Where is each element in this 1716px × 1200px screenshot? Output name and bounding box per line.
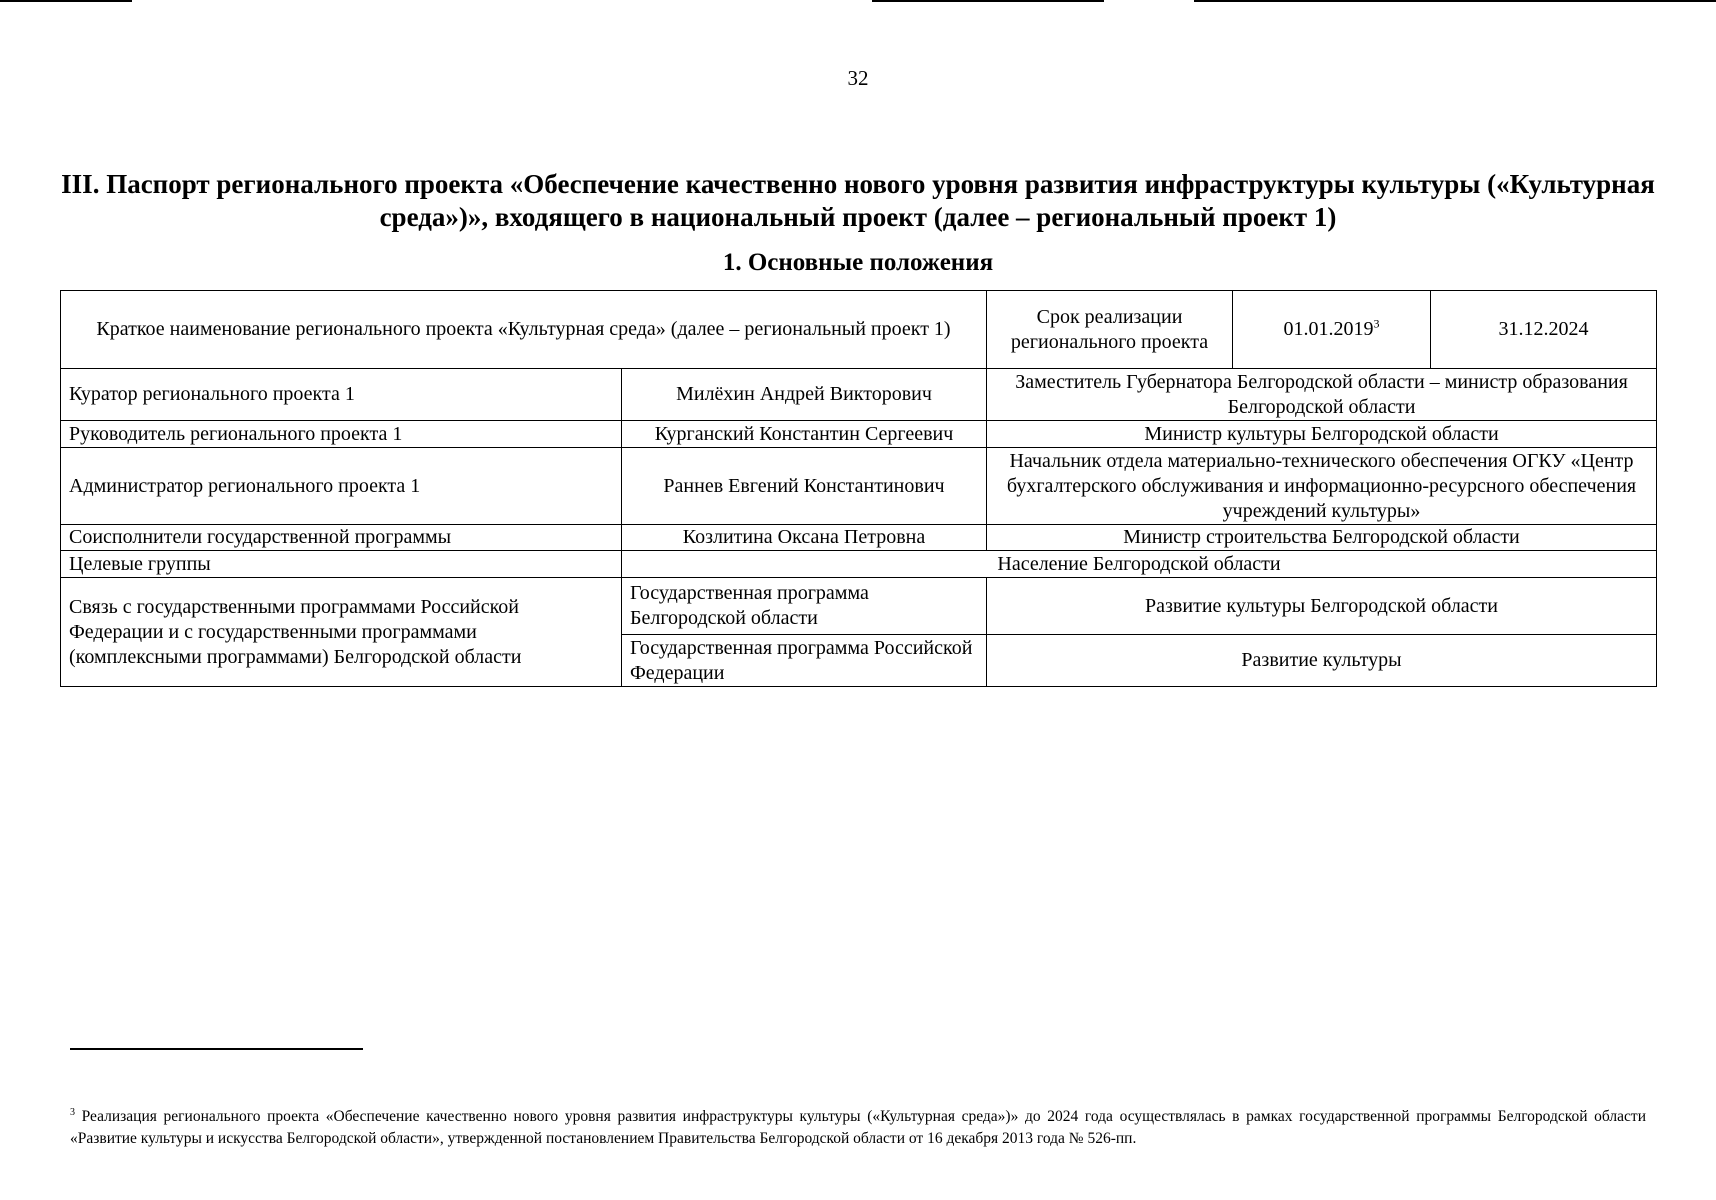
footnote-mark: 3: [70, 1106, 75, 1118]
target-groups-label: Целевые группы: [61, 551, 622, 578]
target-groups-value: Население Белгородской области: [622, 551, 1657, 578]
administrator-person: Раннев Евгений Константинович: [622, 448, 987, 525]
administrator-position: Начальник отдела материально-технического обеспечения ОГКУ «Центр бухгалтерского обслуживания и информационно-ресурсного обеспечения учреждений культуры»: [987, 448, 1657, 525]
start-date: 01.01.2019: [1283, 318, 1374, 340]
start-date-cell: [1233, 291, 1431, 369]
manager-label: Руководитель регионального проекта 1: [61, 421, 622, 448]
table-row: [61, 525, 1657, 551]
short-name-label: Краткое наименование регионального проекта «Культурная среда» (далее – региональный проект 1): [61, 291, 987, 369]
end-date: 31.12.2024: [1431, 291, 1657, 369]
term-label: Срок реализации регионального проекта: [987, 291, 1233, 369]
table-row: [61, 448, 1657, 525]
table-row: [61, 551, 1657, 578]
scan-edge-line: [1194, 0, 1716, 2]
program-type: Государственная программа Российской Федерации: [622, 635, 987, 687]
page-number: 32: [847, 66, 869, 90]
table-row: [61, 291, 1657, 369]
table-row: [61, 578, 1657, 635]
footnote-ref: 3: [1373, 316, 1380, 331]
table-row: [61, 421, 1657, 448]
footnote-separator: [70, 1048, 363, 1050]
program-type: Государственная программа Белгородской области: [622, 578, 987, 635]
curator-label: Куратор регионального проекта 1: [61, 369, 622, 421]
section-heading: 1. Основные положения: [722, 249, 994, 276]
curator-person: Милёхин Андрей Викторович: [622, 369, 987, 421]
coexecutors-person: Козлитина Оксана Петровна: [622, 525, 987, 551]
program-link-label: Связь с государственными программами Российской Федерации и с государственными программами (комплексными программами) Белгородской области: [61, 578, 622, 687]
project-passport-table: [60, 290, 1657, 687]
manager-person: Курганский Константин Сергеевич: [622, 421, 987, 448]
coexecutors-label: Соисполнители государственной программы: [61, 525, 622, 551]
footnote-text: Реализация регионального проекта «Обеспечение качественно нового уровня развития инфраструктуры культуры («Культурная среда»)» до 2024 года осуществлялась в рамках государственной программы Белгородской области «Развитие культуры и искусства Белгородской области», утвержденной постановлением Правительства Белгородской области от 16 декабря 2013 года № 526-пп.: [70, 1108, 1646, 1147]
table-row: [61, 369, 1657, 421]
footnote: [70, 1106, 1646, 1150]
program-name: Развитие культуры: [987, 635, 1657, 687]
scan-edge-line: [872, 0, 1104, 2]
administrator-label: Администратор регионального проекта 1: [61, 448, 622, 525]
coexecutors-position: Министр строительства Белгородской области: [987, 525, 1657, 551]
scan-edge-line: [0, 0, 132, 2]
curator-position: Заместитель Губернатора Белгородской области – министр образования Белгородской области: [987, 369, 1657, 421]
program-name: Развитие культуры Белгородской области: [987, 578, 1657, 635]
manager-position: Министр культуры Белгородской области: [987, 421, 1657, 448]
document-heading: III. Паспорт регионального проекта «Обеспечение качественно нового уровня развития инфраструктуры культуры («Культурная среда»)», входящего в национальный проект (далее – региональный проект 1): [61, 169, 1655, 232]
